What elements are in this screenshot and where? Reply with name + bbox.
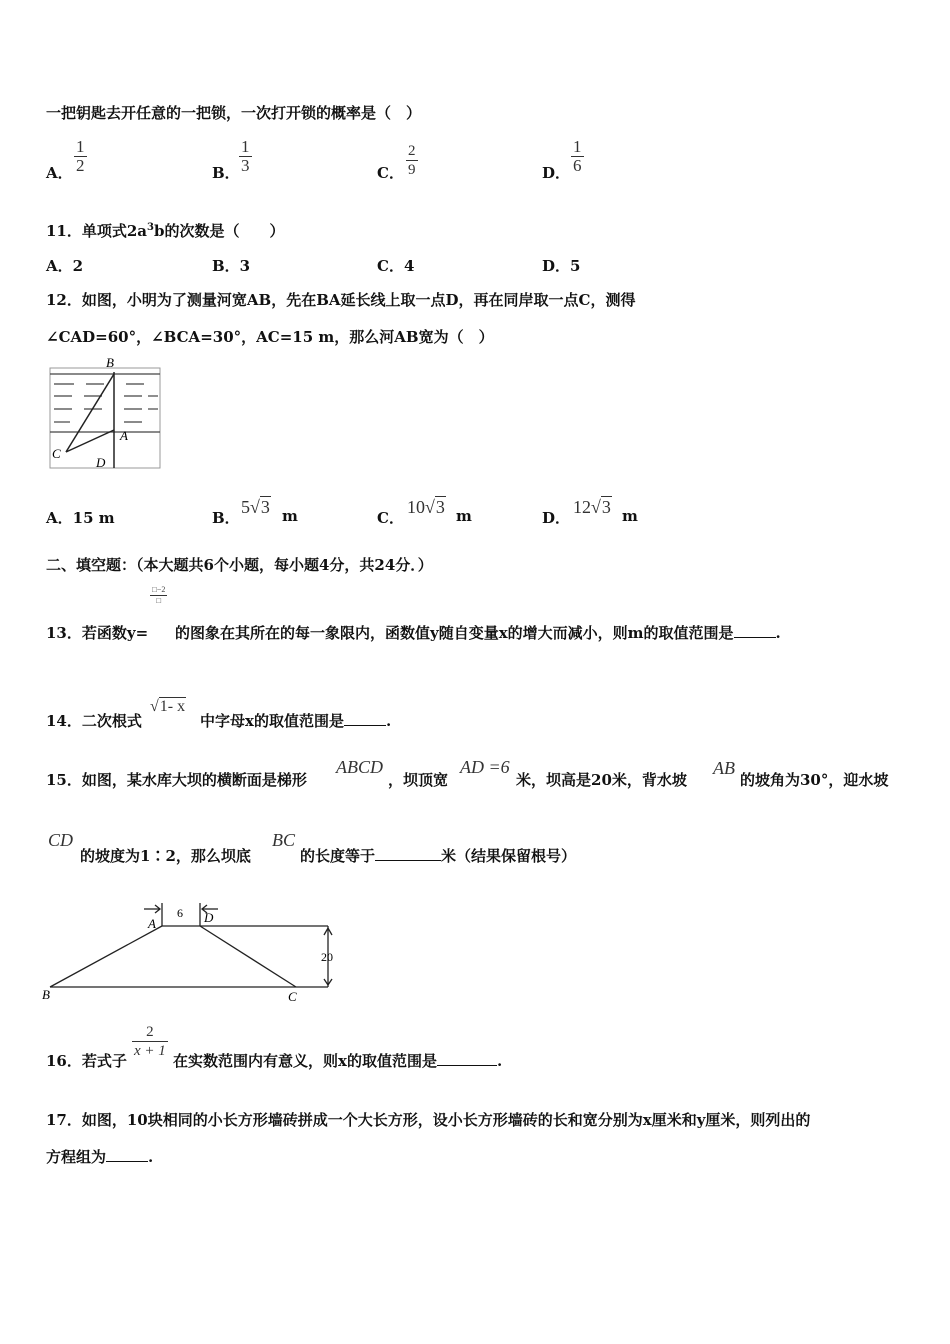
denominator: 2	[76, 156, 85, 175]
q16-fraction	[132, 1023, 168, 1060]
label-b: B	[106, 355, 114, 370]
q15-math-abcd: ABCD	[336, 757, 383, 777]
q10-option-d-fraction	[571, 138, 584, 175]
figure-frame	[50, 368, 160, 468]
q13-suffix: 的图象在其所在的每一象限内，函数值y随自变量x的增大而减小，则m的取值范围是	[175, 624, 734, 642]
q16-prefix: 16．若式子	[46, 1052, 127, 1070]
coef: 10	[407, 497, 425, 517]
denominator: 6	[573, 156, 582, 175]
option-unit: m	[98, 509, 115, 527]
answer-blank[interactable]	[375, 860, 441, 861]
q11-option-a: A．2	[46, 257, 84, 275]
q14-end: .	[385, 712, 392, 730]
q17-line1: 17．如图，10块相同的小长方形墙砖拼成一个大长方形，设小长方形墙砖的长和宽分别为x厘米和y厘米，则列出的	[46, 1111, 811, 1129]
q12-river-figure	[44, 354, 164, 474]
section-heading: 二、填空题：（本大题共6个小题，每小题4分，共24分．）	[46, 556, 433, 574]
label-height: 20	[321, 950, 333, 964]
q12-option-d-label: D．	[542, 509, 571, 527]
q10-option-b-label: B．	[212, 164, 240, 182]
q13-small-fraction	[150, 585, 167, 606]
q15-t6: 米（结果保留根号）	[441, 847, 577, 865]
q15-text2: 米，坝高是20米，背水坡	[516, 771, 687, 789]
label-c: C	[288, 989, 297, 1004]
denominator: 3	[241, 156, 250, 175]
q14-prefix: 14．二次根式	[46, 712, 142, 730]
triangle	[66, 372, 114, 468]
q15-text1: ，坝顶宽	[388, 771, 449, 789]
numerator: 1	[573, 137, 582, 156]
q12-option-c-label: C．	[377, 509, 404, 527]
radicand: 3	[601, 497, 611, 517]
q12-line1: 12．如图，小明为了测量河宽AB，先在BA延长线上取一点D，再在同岸取一点C，测得	[46, 291, 636, 309]
numerator: 2	[408, 143, 416, 159]
q16-body	[173, 1050, 502, 1071]
denominator: 9	[408, 162, 416, 178]
q16-end: .	[496, 1052, 503, 1070]
label-b: B	[42, 987, 50, 1002]
q12-option-c-value: 10√3	[407, 497, 445, 517]
q12-option-b-label: B．	[212, 509, 240, 527]
monomial-var: b	[154, 222, 165, 240]
q12-option-b-unit: m	[282, 507, 298, 525]
q13-body	[175, 622, 781, 643]
monomial-exponent: 3	[147, 222, 154, 233]
answer-blank[interactable]	[106, 1161, 148, 1162]
label-c: C	[52, 446, 61, 461]
water-lines	[50, 374, 160, 432]
answer-blank[interactable]	[344, 725, 386, 726]
q15-math-ab: AB	[713, 758, 735, 778]
q14-body	[200, 710, 391, 731]
numerator: 1	[241, 137, 250, 156]
q14-radical: √1- x	[150, 698, 186, 715]
q11-option-d: D．5	[542, 257, 581, 275]
q10-option-d-label: D．	[542, 164, 571, 182]
q10-option-c-fraction	[406, 142, 418, 179]
q12-option-c-unit: m	[456, 507, 472, 525]
option-label: A．	[46, 509, 73, 527]
radicand: 1- x	[159, 698, 186, 715]
label-a: A	[120, 428, 128, 443]
q15-text5	[300, 845, 576, 866]
label-top-width: 6	[177, 906, 183, 920]
q10-option-c-label: C．	[377, 164, 404, 182]
q12-option-a	[46, 507, 115, 528]
coef: 5	[241, 497, 250, 517]
q15-text3: 的坡角为30°，迎水坡	[740, 771, 889, 789]
q12-option-d-value: 12√3	[573, 497, 611, 517]
q15-text4: 的坡度为1∶2，那么坝底	[80, 847, 251, 865]
q10-option-b-fraction	[239, 138, 252, 175]
q12-line2: ∠CAD=60°，∠BCA=30°，AC=15 m，那么河AB宽为（ ）	[46, 328, 494, 346]
numerator: 1	[76, 137, 85, 156]
q12-option-b-value: 5√3	[241, 497, 270, 517]
q10-option-a-label: A．	[46, 164, 73, 182]
answer-blank[interactable]	[734, 637, 776, 638]
q11-option-c: C．4	[377, 257, 415, 275]
denominator: □	[156, 596, 162, 605]
q16-suffix: 在实数范围内有意义，则x的取值范围是	[173, 1052, 437, 1070]
option-value: 15	[72, 509, 94, 527]
q11-option-b: B．3	[212, 257, 251, 275]
answer-blank[interactable]	[437, 1065, 497, 1066]
radicand: 3	[260, 497, 270, 517]
q11-suffix: 的次数是（ ）	[164, 222, 285, 240]
q17-line2-text: 方程组为	[46, 1148, 107, 1166]
label-a: A	[148, 916, 156, 931]
q17-end: .	[148, 1148, 154, 1166]
q10-stem: 一把钥匙去开任意的一把锁，一次打开锁的概率是（ ）	[46, 104, 422, 122]
q15-math-cd: CD	[48, 830, 74, 850]
q15-t5: 的长度等于	[300, 847, 376, 865]
trapezoid	[50, 903, 332, 987]
q14-suffix: 中字母x的取值范围是	[200, 712, 344, 730]
numerator: □−2	[152, 585, 166, 594]
radicand: 3	[435, 497, 445, 517]
monomial-coef: 2a	[126, 222, 148, 240]
q17-line2	[46, 1146, 153, 1167]
denominator: x + 1	[134, 1043, 166, 1059]
q15-math-bc: BC	[272, 830, 296, 850]
coef: 12	[573, 497, 591, 517]
q13-prefix: 13．若函数y=	[46, 624, 149, 642]
q12-option-d-unit: m	[622, 507, 638, 525]
q15-dam-figure	[40, 895, 350, 1010]
label-d: D	[96, 455, 106, 470]
q10-option-a-fraction	[74, 138, 87, 175]
label-d: D	[204, 910, 214, 925]
numerator: 2	[146, 1024, 154, 1040]
q11-prefix: 11．单项式	[46, 222, 127, 240]
q15-math-ad: AD =6	[460, 757, 510, 777]
q13-end: .	[775, 624, 781, 642]
q15-prefix: 15．如图，某水库大坝的横断面是梯形	[46, 771, 307, 789]
q11-stem	[46, 220, 285, 241]
